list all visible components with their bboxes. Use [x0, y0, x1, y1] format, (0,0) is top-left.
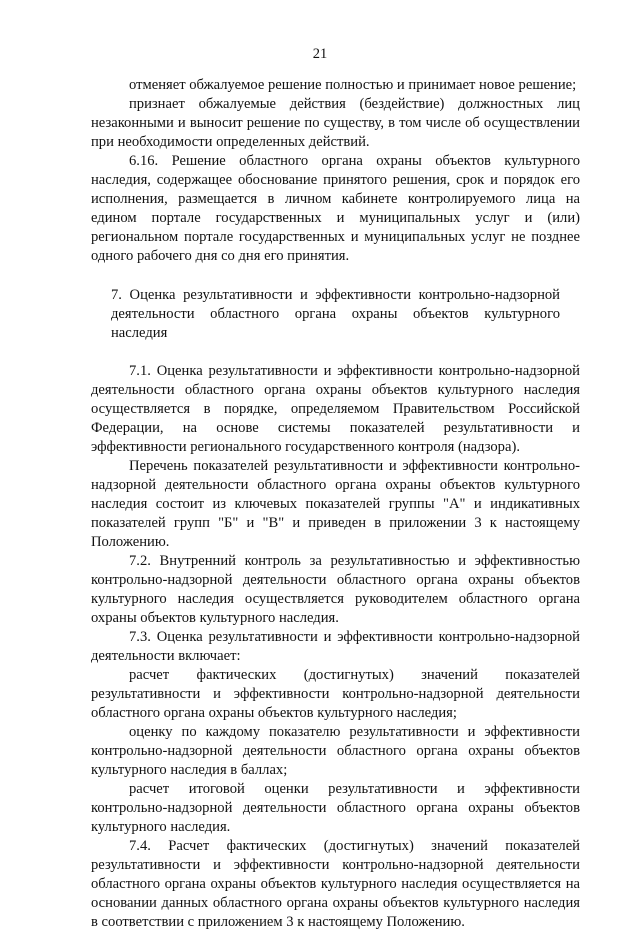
- section-7-heading: 7. Оценка результативности и эффективности контрольно-надзорной деятельности областного органа охраны объектов культурного наследия: [111, 287, 560, 341]
- list-item-calculation-values: расчет фактических (достигнутых) значений показателей результативности и эффективности контрольно-надзорной деятельности областного органа охраны объектов культурного наследия;: [91, 667, 580, 721]
- paragraph-7-1: 7.1. Оценка результативности и эффективности контрольно-надзорной деятельности областного органа охраны объектов культурного наследия осуществляется в порядке, определяемом Правительством Российской Федерации, на основе системы показателей результативности и эффективности регионального государственного контроля (надзора).: [91, 363, 580, 455]
- paragraph-7-3: 7.3. Оценка результативности и эффективности контрольно-надзорной деятельности включает:: [91, 629, 580, 664]
- paragraph-7-4: 7.4. Расчет фактических (достигнутых) значений показателей результативности и эффективности контрольно-надзорной деятельности областного органа охраны объектов культурного наследия осуществляется на основании данных областного органа охраны объектов культурного наследия в соответствии с приложением 3 к настоящему Положению.: [91, 838, 580, 930]
- list-item-scoring: оценку по каждому показателю результативности и эффективности контрольно-надзорной деятельности областного органа охраны объектов культурного наследия в баллах;: [91, 724, 580, 778]
- list-item-final-score: расчет итоговой оценки результативности и эффективности контрольно-надзорной деятельности областного органа охраны объектов культурного наследия.: [91, 781, 580, 835]
- page-number: 21: [312, 46, 328, 62]
- paragraph-cancels-decision: отменяет обжалуемое решение полностью и принимает новое решение;: [129, 77, 577, 93]
- paragraph-declares-unlawful: признает обжалуемые действия (бездействие) должностных лиц незаконными и выносит решение по существу, в том числе об осуществлении при необходимости определенных действий.: [91, 96, 580, 150]
- paragraph-indicators-list: Перечень показателей результативности и эффективности контрольно-надзорной деятельности областного органа охраны объектов культурного наследия состоит из ключевых показателей группы "А" и индикативных показателей групп "Б" и "В" и приведен в приложении 3 к настоящему Положению.: [91, 458, 580, 550]
- paragraph-6-16: 6.16. Решение областного органа охраны объектов культурного наследия, содержащее обоснование принятого решения, срок и порядок его исполнения, размещается в личном кабинете контролируемого лица на едином портале государственных и муниципальных услуг и (или) региональном портале государственных и муниципальных услуг не позднее одного рабочего дня со дня его принятия.: [91, 153, 580, 264]
- paragraph-7-2: 7.2. Внутренний контроль за результативностью и эффективностью контрольно-надзорной деятельности областного органа охраны объектов культурного наследия осуществляется руководителем областного органа охраны объектов культурного наследия.: [91, 553, 580, 626]
- document-body: [91, 76, 580, 932]
